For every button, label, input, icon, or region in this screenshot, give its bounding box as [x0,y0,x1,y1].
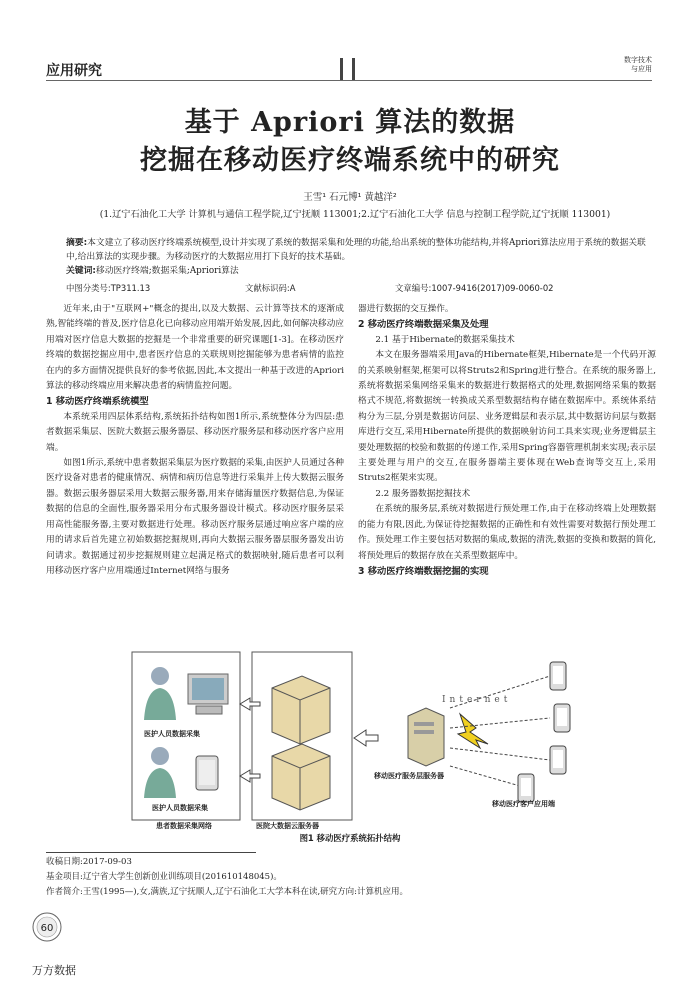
section-heading: 2 移动医疗终端数据采集及处理 [358,319,489,331]
label-collect2: 医护人员数据采集 [152,804,208,812]
abstract-label: 摘要: [66,238,88,248]
journal-logo [608,56,652,82]
arrow-to-cloud [240,698,260,710]
left-column [46,302,344,579]
watermark: 万方数据 [32,964,76,977]
page-number: 60 [40,923,54,934]
subsection-heading: 2.1 基于Hibernate的数据采集技术 [375,334,515,345]
phone-icon [518,774,534,802]
medical-staff-icon [144,747,176,798]
medical-staff-icon [144,667,176,720]
lightning-icon [458,714,488,748]
tablet-icon [196,756,218,790]
label-service: 移动医疗服务层服务器 [374,772,444,780]
title-line1: 基于 Apriori 算法的数据 [184,107,516,138]
footnote-received: 收稿日期:2017-09-03 [46,857,132,867]
network-link [450,766,520,786]
section-heading: 1 移动医疗终端系统模型 [46,396,149,408]
logo-line1: 数字技术 [624,56,652,64]
paragraph: 近年来,由于"互联网+"概念的提出,以及大数据、云计算等技术的逐渐成熟,智能终端的普及,医疗信息化已向移动应用端开始发展,因此,如何解决移动应用端对医疗信息大数据的挖掘是一个非常重要的研究课题[1-3]。在移动医疗终端的数据挖掘应用中,患者医疗信息的关联规则挖掘能够为患者病情的监控在内的多方面情况提供良好的参考依据,因此,本文提出一种基于改进的Apriori算法的移动终端应用来解决患者的病情监控问题。 [46,304,344,392]
right-column [358,302,656,579]
section-heading: 3 移动医疗终端数据挖掘的实现 [358,565,489,577]
page-number-badge [32,912,62,942]
label-cloud: 医院大数据云服务器 [256,822,319,830]
doc-code: 文献标识码:A [245,283,296,293]
title-line2: 挖掘在移动医疗终端系统中的研究 [140,145,560,176]
affiliation: (1.辽宁石油化工大学 计算机与通信工程学院,辽宁抚顺 113001;2.辽宁石油化工大学 信息与控制工程学院,辽宁抚顺 113001) [99,209,611,220]
paragraph: 在系统的服务层,系统对数据进行预处理工作,由于在移动终端上处理数据的能力有限,因此,为保证待挖掘数据的正确性和有效性需要对数据行预处理工作。预处理工作主要包括对数据的集成,数据的清洗,数据的变换和数据的简化,将预处理后的数据存放在关系型数据库中。 [358,504,656,561]
paragraph: 器进行数据的交互操作。 [358,304,454,314]
keywords: 移动医疗终端;数据采集;Apriori算法 [95,266,239,276]
keywords-label: 关键词: [66,266,96,276]
paragraph: 本系统采用四层体系结构,系统拓扑结构如图1所示,系统整体分为四层:患者数据采集层、医院大数据云服务器层、移动医疗服务层和移动医疗客户应用端。 [46,411,344,453]
arrow-to-service [354,730,378,746]
footnote-fund: 基金项目:辽宁省大学生创新创业训练项目(201610148045)。 [46,872,282,882]
phone-icon [550,746,566,774]
paragraph: 如图1所示,系统中患者数据采集层为医疗数据的采集,由医护人员通过各种医疗设备对患者的健康情况、病情和病历信息等进行采集并上传大数据云服务器。数据云服务器层采用大数据云服务器,用来存储海量医疗数据信息,为保证数据的信息的全面性,服务器采用分布式服务器设计模式。移动医疗服务层采用高性能服务器,主要对数据进行处理。移动医疗服务层通过响应客户端的应用的请求后首先建立初始数据挖掘规则,再向大数据云服务器层服务器发出访问请求。数据通过初步挖掘规则建立起满足格式的数据映射,随后患者可以利用移动医疗客户应用端通过Internet网络与服务 [46,458,344,576]
arrow-to-cloud [240,770,260,782]
subsection-heading: 2.2 服务器数据挖掘技术 [375,488,471,499]
label-client: 移动医疗客户应用端 [492,800,555,808]
header-divider [352,58,355,80]
cloud-server-icon [272,676,330,744]
topology-figure [130,648,575,830]
label-collect1: 医护人员数据采集 [144,730,200,738]
paragraph: 本文在服务器端采用Java的Hibernate框架,Hibernate是一个代码开源的关系映射框架,框架可以将Struts2和Spring进行整合。在系统的服务器上,系统将数据采集网络采集来的数据进行数据格式的处理,数据网络采集的数据格式不规范,将数据统一转换成关系型数据结构存储在数据库中。系统体系结构分为三层,分别是数据访问层、业务逻辑层和表示层,其中数据访问层与数据库进行交互,采用Hibernate所提供的数据映射访问工具来实现;业务逻辑层主要处理数据的校验和数据的传递工作,采用Spring容器管理机制来实现;表示层主要处理与用户的交互,在服务器端主要体现在Web查询等交互上,采用Struts2框架来实现。 [358,350,656,484]
logo-line2: 与应用 [631,65,652,73]
section-label: 应用研究 [46,63,102,79]
service-server-icon [408,708,444,766]
article-number: 文章编号:1007-9416(2017)09-0060-02 [395,283,554,293]
label-net: 患者数据采集网络 [156,822,212,830]
header-divider [340,58,343,80]
cloud-server-icon [272,744,330,810]
footnote-author: 作者简介:王雪(1995—),女,满族,辽宁抚顺人,辽宁石油化工大学本科在读,研究方向:计算机应用。 [46,887,409,897]
footnote-rule [46,852,256,853]
network-link [450,748,550,760]
phone-icon [554,704,570,732]
clc-number: 中图分类号:TP311.13 [66,283,151,293]
label-internet: Internet [442,695,512,705]
phone-icon [550,662,566,690]
authors: 王雪¹ 石元博¹ 黄越洋² [303,192,397,203]
computer-icon [188,674,228,714]
figure-caption: 图1 移动医疗系统拓扑结构 [299,833,401,843]
abstract [66,236,656,278]
abstract-text: 本文建立了移动医疗终端系统模型,设计并实现了系统的数据采集和处理的功能,给出系统的整体功能结构,并将Apriori算法应用于系统的数据关联中,给出算法的实现步骤。为移动医疗的大数据应用打下良好的技术基础。 [66,238,646,262]
header-rule [46,80,652,81]
